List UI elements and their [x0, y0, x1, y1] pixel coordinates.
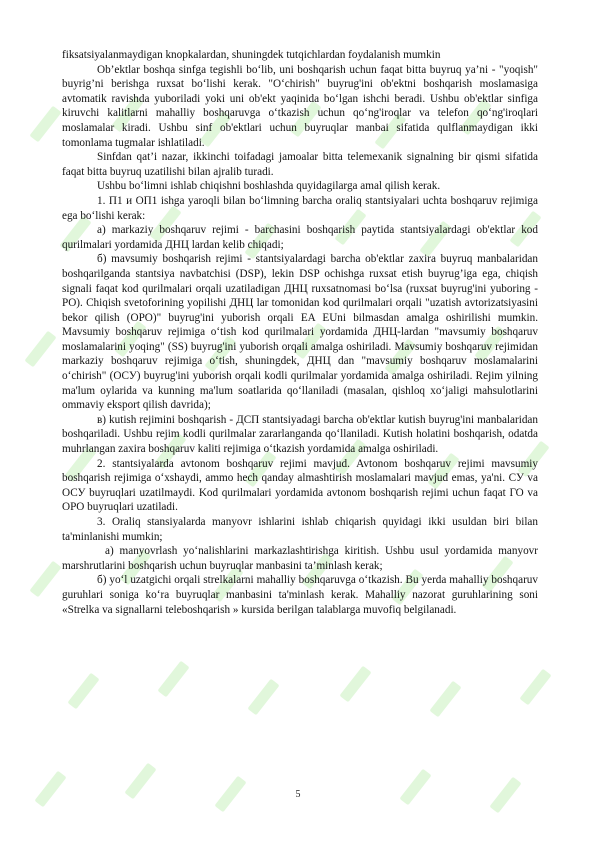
paragraph: а) markaziy boshqaruv rejimi - barchasini boshqarish paytida stantsiyalardagi ob'ektlar kod qurilmalari yordamida ДНЦ lardan kelib chiqadi; — [62, 224, 538, 251]
paragraph: fiksatsiyalanmaydigan knopkalardan, shuningdek tutqichlardan foydalanish mumkin — [62, 49, 441, 61]
paragraph: Sinfdan qat’i nazar, ikkinchi toifadagi jamoalar bitta telemexanik signalning bir qismi sifatida faqat bitta buyruq uzatilishi bilan ajralib turadi. — [62, 151, 538, 178]
paragraph: в) kutish rejimini boshqarish - ДСП stantsiyadagi barcha ob'ektlar kutish buyrug'ini manbalaridan boshqariladi. Ushbu rejim kodli qurilmalar zararlanganda qo‘llaniladi. Kutish holatini boshqarish, odatda muhrlangan zaxira boshqaruv kaliti rejimiga o‘tkazish yordamida amalga oshiriladi. — [62, 413, 538, 456]
paragraph: б) yo‘l uzatgichi orqali strelkalarni mahalliy boshqaruvga o‘tkazish. Bu yerda mahalliy boshqaruv guruhlari soniga ko‘ra buyruqlar manbasini ta'minlash kerak. Mahalliy nazorat guruhlarining soni «Strelka va signallarni teleboshqarish » kursida berilgan talablarga muvofiq belgilanadi. — [62, 574, 538, 616]
paragraph: Ushbu bo‘limni ishlab chiqishni boshlashda quyidagilarga amal qilish kerak. — [97, 180, 441, 193]
paragraph: б) mavsumiy boshqarish rejimi - stantsiyalardagi barcha ob'ektlar zaxira buyruq manbalaridan boshqarilganda stantsiya navbatchisi (DSP), lekin DSP ochishga ruxsat etish buyrug’iga ega, chiqish signali faqat kod qurilmalari orqali uzatiladigan ДНЦ ruxsatnomasi bo‘lsa (ruxsat buyrug'ini yuboring - PO). Chiqish svetoforining yopilishi ДНЦ lar tomonidan kod qurilmalari orqali "uzatish avtorizatsiyasini bekor qilish (OPO)" buyrug'ini yuborish orqali EA EUni bilmasdan amalga oshirilishi mumkin. Mavsumiy boshqaruv rejimiga o‘tish kod qurilmalari yordamida ДНЦ-lardan "mavsumiy boshqaruv moslamalarini yoqing" (SS) buyrug'ini yuborish orqali amalga oshiriladi. Mavsumiy boshqaruv rejimidan markaziy boshqaruv rejimiga o‘tish, shuningdek, ДНЦ dan "mavsumiy boshqaruv moslamalarini o‘chirish" (ОСУ) buyrug'ini yuborish orqali kodli qurilmalar yordamida amalga oshiriladi. Rejim yilning ma'lum oylarida va kunning ma'lum soatlarida qo‘llaniladi (masalan, qishloq xo‘jaligi mahsulotlarini ommaviy eksport qilish davrida); — [62, 253, 538, 412]
paragraph: Ob’ektlar boshqa sinfga tegishli bo‘lib, uni boshqarish uchun faqat bitta buyruq ya’ni - "yoqish" buyrig’ni berishga ruxsat bo‘lishi kerak. "O‘chirish" buyrug'ini ob'ektni boshqarish moslamasiga avtomatik ravishda yuboriladi yoki uni ob'ekt yaqinida bo‘lgan ishchi beradi. Ushbu ob'ektlar sinfiga kiruvchi kalitlarni mahalliy boshqaruvga o‘tkazish uchun qo‘ng'iroqlar va telefon qo‘ng'iroqlari moslamalar kiradi. Ushbu sinf ob'ektlari uchun buyruqlar manbai sifatida qulflanmaydigan ikki tomonlama tugmalar ishlatiladi. — [62, 63, 538, 149]
paragraph: 3. Oraliq stansiyalarda manyovr ishlarini ishlab chiqarish quyidagi ikki usuldan biri bilan ta'minlanishi mumkin; — [62, 516, 538, 543]
body-text — [62, 48, 538, 617]
paragraph: 1. П1 и ОП1 ishga yaroqli bilan bo‘limning barcha oraliq stantsiyalari uchta boshqaruv rejimiga ega bo‘lishi kerak: — [62, 194, 538, 222]
page-number: 5 — [295, 789, 301, 800]
paragraph: 2. stantsiyalarda avtonom boshqaruv rejimi mavjud. Avtonom boshqaruv rejimi mavsumiy boshqarish rejimiga o‘xshaydi, ammo hech qanday almashtirish moslamalari mavjud emas, ya'ni. СУ va ОСУ buyruqlari uzatilmaydi. Kod qurilmalari yordamida avtonom boshqarish rejimi uchun faqat ГО va OPO buyruqlari uzatiladi. — [62, 457, 538, 514]
paragraph: а) manyovrlash yo‘nalishlarini markazlashtirishga kiritish. Ushbu usul yordamida manyovr marshrutlarini boshqarish uchun buyruqlar manbasini ta’minlash kerak; — [62, 545, 538, 572]
